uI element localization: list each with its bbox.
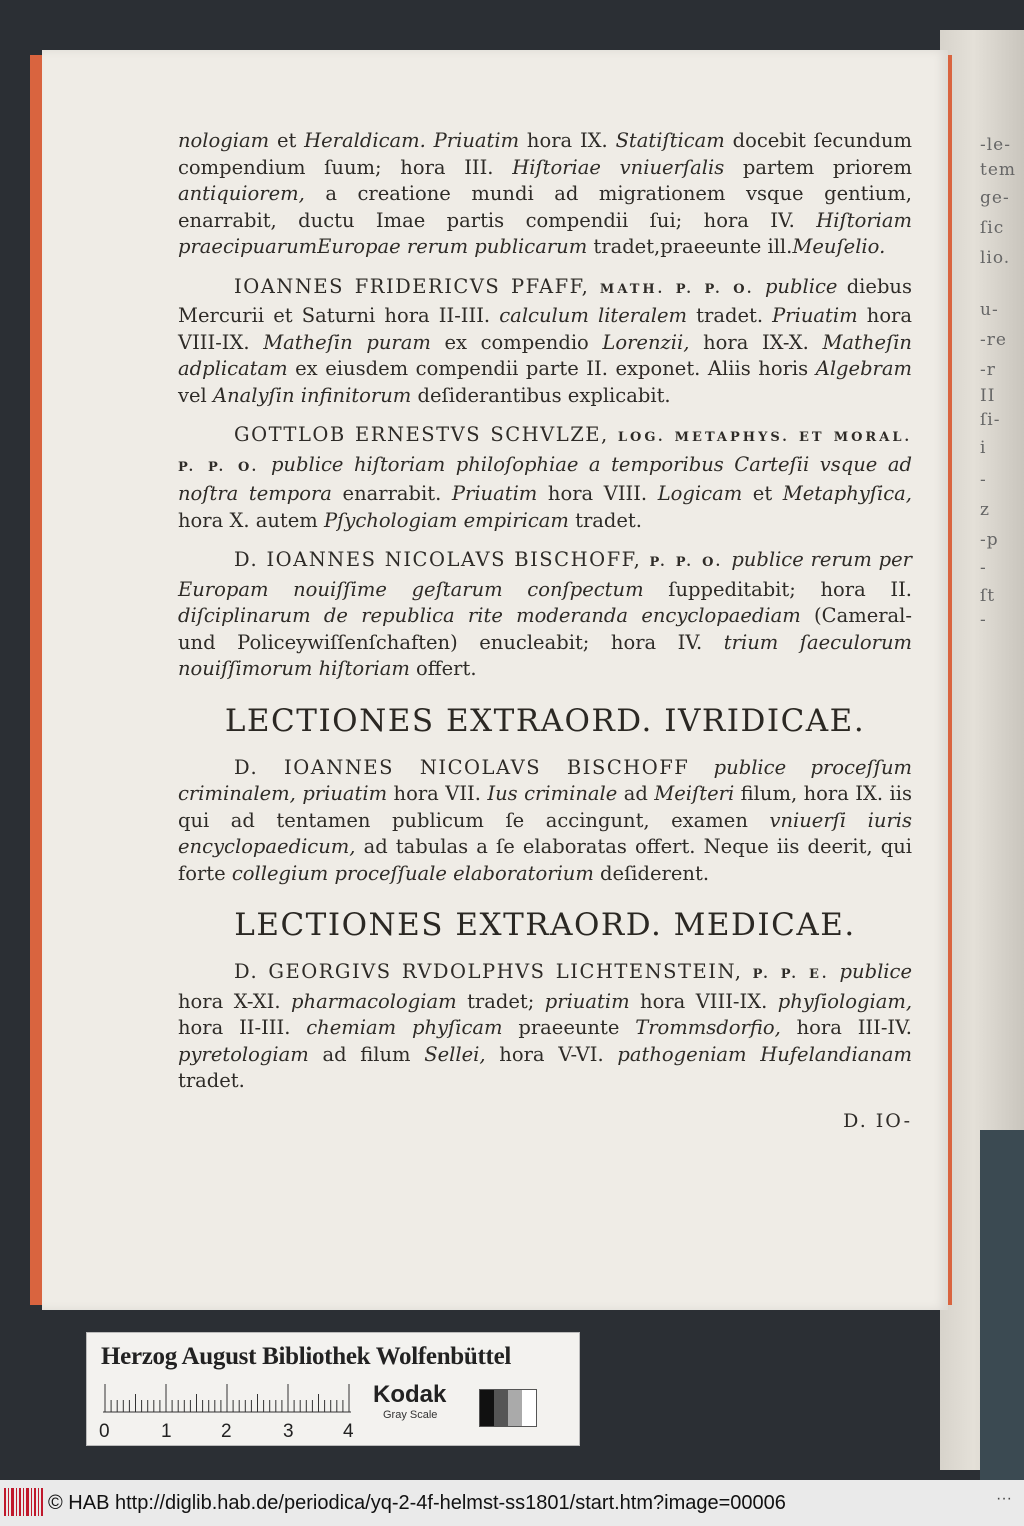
text-run: Priuatim: [451, 482, 538, 505]
text-run: D. GEORGIVS RVDOLPHVS LICHTENSTEIN,: [234, 960, 743, 983]
text-run: antiquiorem,: [178, 182, 305, 205]
text-run: priuatim: [544, 989, 630, 1013]
text-run: Statiſticam: [615, 129, 725, 152]
more-icon[interactable]: ···: [996, 1490, 1012, 1507]
gray-patches: [479, 1389, 537, 1427]
text-run: praeeunte: [502, 1016, 636, 1039]
next-page-fragment: i: [980, 438, 987, 458]
text-run: ad tabulas a ſe elaboratas offert. Neque iis deerit, qui forte: [178, 835, 912, 885]
text-run: Hiſtoriam praecipuarumEuropae rerum publicarum: [178, 208, 912, 258]
patch-black: [480, 1390, 494, 1426]
next-page-fragment: -: [980, 610, 987, 630]
paragraph-statistics: [178, 128, 912, 261]
text-run: [426, 129, 434, 152]
text-run: a creatione mundi ad migrationem vsque gentium, enarrabit, ductu Imae partis compendii ſui; hora IV.: [178, 182, 912, 232]
next-page-fragment: lio.: [980, 248, 1011, 268]
text-run: et: [269, 129, 305, 152]
text-run: Hiſtoriae vniuerſalis: [512, 155, 725, 179]
text-run: D. IOANNES NICOLAVS BISCHOFF: [234, 755, 690, 779]
text-run: publice: [764, 274, 838, 298]
kodak-logo: Kodak: [373, 1381, 447, 1408]
text-run: priuatim: [302, 782, 388, 805]
next-page-fragment: tem: [980, 160, 1017, 180]
text-run: diebus Mercurii et Saturni hora II-III.: [178, 274, 912, 327]
scale-number: 4: [343, 1421, 354, 1442]
gray-scale-label: Gray Scale: [383, 1409, 438, 1421]
text-run: tradet.: [568, 508, 642, 532]
text-run: phyſiologiam,: [777, 989, 913, 1013]
text-run: LOG. METAPHYS. ET MORAL. P. P. O.: [178, 430, 912, 475]
page-text: [178, 128, 912, 1134]
text-run: Algebram: [815, 357, 912, 380]
text-run: vel: [178, 383, 213, 407]
text-run: chemiam phyſicam: [306, 1016, 503, 1039]
text-run: tradet.: [178, 1069, 245, 1092]
text-run: Ius criminale: [487, 782, 618, 805]
text-run: tradet;: [456, 989, 545, 1013]
text-run: hora II-III.: [178, 1016, 307, 1039]
barcode-icon: [4, 1488, 44, 1516]
text-run: Priuatim: [772, 304, 858, 327]
text-run: Heraldicam.: [304, 129, 426, 152]
text-run: [689, 756, 713, 779]
text-run: calculum literalem: [499, 304, 688, 327]
patch-dark: [494, 1390, 508, 1426]
text-run: Trommsdorfio,: [635, 1016, 781, 1039]
patch-light: [508, 1390, 522, 1426]
text-run: Matheſin puram: [263, 330, 431, 354]
scale-number: 0: [99, 1421, 110, 1442]
text-run: publice: [839, 960, 913, 983]
text-run: P. P. E.: [742, 967, 840, 982]
text-run: Matheſin adplicatam: [178, 330, 912, 380]
paragraph-lichtenstein: [178, 959, 912, 1095]
text-run: Metaphyſica,: [782, 482, 912, 505]
next-page-fragment: -: [980, 558, 987, 578]
text-run: hora X-XI.: [178, 989, 292, 1013]
text-run: trium ſaeculorum nouiſſimorum hiſtoriam: [178, 630, 912, 680]
text-run: ad filum: [308, 1042, 425, 1066]
text-run: hora VIII.: [537, 482, 658, 505]
text-run: Logicam: [657, 482, 743, 505]
section-heading-medicae: LECTIONES EXTRAORD. MEDICAE.: [234, 907, 856, 943]
next-page-fragment: ſi-: [980, 410, 1001, 430]
text-run: offert.: [409, 657, 477, 680]
text-run: hora VIII-IX.: [629, 989, 778, 1013]
text-run: (Cameral- und Policeywiſſenſchaften) enucleabit; hora IV.: [178, 604, 913, 654]
next-page-fragment: z: [980, 500, 990, 520]
text-run: IOANNES FRIDERICVS PFAFF,: [234, 274, 590, 298]
text-run: diſciplinarum de republica rite moderanda encyclopaediam: [178, 604, 801, 627]
text-run: ad: [617, 782, 655, 805]
text-run: tradet.: [687, 304, 773, 327]
text-run: hora IX.: [519, 129, 616, 152]
text-run: GOTTLOB ERNESTVS SCHVLZE,: [234, 423, 609, 446]
next-page-fragment: -le-: [980, 135, 1011, 155]
scale-number: 3: [283, 1421, 294, 1442]
text-run: Analyſin infinitorum: [213, 383, 412, 407]
text-run: enarrabit.: [331, 482, 452, 505]
text-run: filum, hora IX. iis qui ad tentamen publicum ſe accingunt, examen: [178, 782, 912, 832]
text-run: tradet,praeeunte ill.: [587, 235, 793, 258]
text-run: D. IOANNES NICOLAVS BISCHOFF,: [234, 548, 642, 571]
text-run: publice rerum per Europam nouiſſime geſtarum conſpectum: [178, 548, 912, 601]
text-run: docebit ſecundum compendium ſuum; hora III.: [178, 129, 913, 179]
scale-number: 2: [221, 1421, 232, 1442]
ruler-scale: [103, 1383, 353, 1413]
section-heading-iuridicae: LECTIONES EXTRAORD. IVRIDICAE.: [224, 702, 866, 739]
paragraph-schulze: [178, 422, 912, 534]
text-run: ex eiusdem compendii parte II. exponet. Aliis horis: [287, 357, 816, 380]
text-run: Sellei,: [424, 1042, 486, 1066]
next-page-edge: [940, 30, 1024, 1470]
text-run: publice proceſſum criminalem,: [178, 755, 912, 805]
text-run: hora IX-X.: [689, 330, 823, 354]
scale-number: 1: [161, 1421, 172, 1442]
text-run: hora III-IV.: [780, 1016, 912, 1039]
source-url[interactable]: © HAB http://diglib.hab.de/periodica/yq-2-4f-helmst-ss1801/start.htm?image=00006: [48, 1492, 786, 1514]
text-run: pyretologiam: [178, 1042, 309, 1066]
next-page-fragment: ſt: [980, 586, 996, 606]
paragraph-pfaff: [178, 274, 912, 410]
text-run: Pſychologiam empiricam: [323, 508, 569, 532]
text-run: Meiſteri: [654, 782, 735, 805]
text-run: pathogeniam Hufelandianam: [617, 1042, 913, 1066]
text-run: nologiam: [178, 129, 270, 152]
text-run: MATH. P. P. O.: [589, 281, 765, 297]
text-run: partem priorem: [724, 155, 913, 179]
next-page-fragment: ge-: [980, 188, 1010, 208]
text-run: ſuppeditabit; hora II.: [643, 577, 912, 601]
next-page-fragment: ſic: [980, 218, 1005, 238]
text-run: pharmacologiam: [291, 989, 457, 1013]
text-run: Lorenzii,: [602, 330, 690, 354]
institution-name: Herzog August Bibliothek Wolfenbüttel: [101, 1343, 512, 1370]
next-page-fragment: -: [980, 470, 987, 490]
text-run: hora VII.: [387, 782, 488, 805]
text-run: Meuſelio.: [792, 235, 886, 258]
next-page-fragment: -r: [980, 360, 996, 380]
catchword: D. IO-: [843, 1109, 912, 1132]
next-page-fragment: II: [980, 386, 996, 406]
text-run: et: [742, 482, 783, 505]
text-run: deſiderent.: [593, 861, 710, 885]
text-run: Priuatim: [433, 129, 520, 152]
footer-bar: [0, 1480, 1024, 1526]
next-page-shadow: [980, 1130, 1024, 1490]
patch-white: [522, 1390, 536, 1426]
text-run: hora X. autem: [178, 508, 324, 532]
library-label: [86, 1332, 580, 1446]
text-run: ex compendio: [430, 330, 603, 354]
text-run: deſiderantibus explicabit.: [411, 383, 671, 407]
next-page-fragment: u-: [980, 300, 999, 320]
text-run: hora VIII-IX.: [178, 304, 913, 354]
next-page-fragment: -p: [980, 530, 999, 550]
next-page-fragment: -re: [980, 330, 1007, 350]
text-run: P. P. O.: [641, 555, 732, 570]
paragraph-bischoff: [178, 547, 912, 683]
paragraph-bischoff-iur: [178, 755, 912, 888]
text-run: hora V-VI.: [485, 1042, 618, 1066]
text-run: vniuerſi iuris encyclopaedicum,: [178, 808, 913, 858]
text-run: publice hiſtoriam philoſophiae a temporibus Carteſii vsque ad noſtra tempora: [178, 452, 912, 505]
text-run: collegium proceſſuale elaboratorium: [231, 861, 594, 885]
